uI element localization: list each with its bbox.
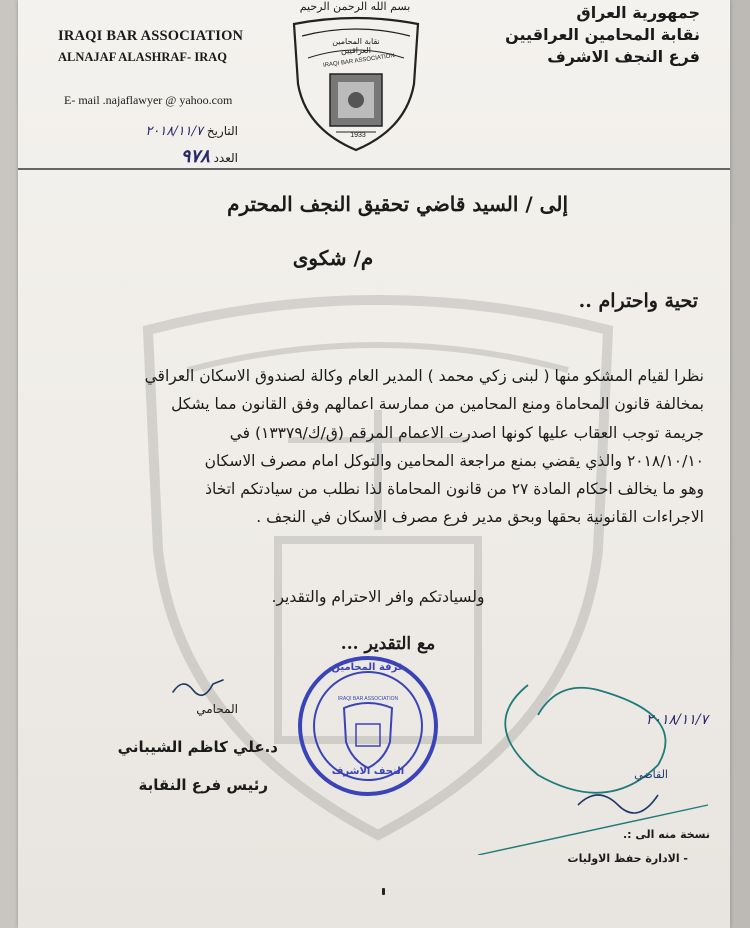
branch-en: ALNAJAF ALASHRAF- IRAQ bbox=[58, 50, 227, 64]
scan-edge-left bbox=[0, 0, 18, 928]
attachment-note: مع التقدير ... bbox=[340, 634, 436, 654]
recipient: إلى / السيد قاضي تحقيق النجف المحترم bbox=[227, 192, 568, 216]
logo-year: 1933 bbox=[350, 132, 366, 139]
body-line-2: بمخالفة قانون المحاماة ومنع المحامين من ممارسة اعمالهم وفق القانون مما يشكل bbox=[171, 395, 704, 414]
number-line bbox=[108, 146, 238, 167]
page-mark bbox=[382, 888, 385, 895]
judge-annotation-scribble bbox=[458, 655, 728, 855]
body-line-1: نظرا لقيام المشكو منها ( لبنى زكي محمد ) المدير العام وكالة لصندوق الاسكان العراقي bbox=[144, 367, 704, 385]
number-label: العدد bbox=[213, 151, 238, 165]
signatory-title: المحامي bbox=[196, 702, 238, 716]
number-value: ٩٧٨ bbox=[180, 146, 210, 167]
signatory-name: د.علي كاظم الشيباني bbox=[117, 738, 278, 756]
logo-text-ar: نقابة المحامين العراقيين bbox=[332, 37, 380, 55]
body-line-3: جريمة توجب العقاب عليها كونها اصدرت الاعمام المرقم (ق/ك/١٣٣٧٩) في bbox=[229, 423, 704, 442]
scan-edge-right bbox=[730, 0, 750, 928]
stamp-middle-text: IRAQI BAR ASSOCIATION bbox=[337, 696, 399, 702]
copy-to-item: - الادارة حفظ الاوليات bbox=[567, 852, 688, 865]
letter-page bbox=[18, 0, 730, 928]
date-value: ٢٠١٨/١١/٧ bbox=[145, 124, 204, 139]
date-label: التاريخ bbox=[206, 124, 238, 138]
closing: ولسيادتكم وافر الاحترام والتقدير. bbox=[271, 588, 485, 606]
official-stamp bbox=[294, 652, 442, 800]
signature-mark bbox=[168, 672, 228, 702]
annotation-title: القاضي bbox=[634, 768, 668, 781]
country-ar: جمهورية العراق bbox=[576, 3, 700, 22]
annotation-date: ٢٠١٨/١١/٧ bbox=[645, 712, 708, 728]
body-line-6: الاجراءات القانونية بحقها وبحق مدير فرع مصرف الاسكان في النجف . bbox=[256, 508, 704, 527]
subject: م/ شكوى bbox=[292, 246, 374, 270]
stamp-bottom-text: النجف الاشرف bbox=[331, 766, 405, 777]
email-address: E- mail .najaflawyer @ yahoo.com bbox=[64, 93, 233, 107]
letter-body bbox=[36, 362, 704, 532]
copy-to-label: نسخة منه الى :. bbox=[623, 828, 710, 841]
stamp-top-text: غرفة المحامين bbox=[331, 662, 405, 673]
header-divider bbox=[18, 168, 730, 170]
org-name-ar: نقابة المحامين العراقيين bbox=[505, 25, 700, 44]
body-line-5: وهو ما يخالف احكام المادة ٢٧ من قانون المحاماة لذا نطلب من سيادتكم اتخاذ bbox=[205, 480, 704, 499]
logo-text-en: IRAQI BAR ASSOCIATION bbox=[322, 53, 396, 69]
branch-ar: فرع النجف الاشرف bbox=[547, 47, 700, 66]
body-line-4: ٢٠١٨/١٠/١٠ والذي يقضي بمنع مراجعة المحامين والتوكل امام مصرف الاسكان bbox=[204, 451, 704, 470]
date-line bbox=[58, 124, 238, 139]
signatory-position: رئيس فرع النقابة bbox=[138, 776, 268, 794]
greeting: تحية واحترام .. bbox=[578, 290, 698, 312]
org-name-en: IRAQI BAR ASSOCIATION bbox=[58, 28, 244, 44]
basmala: بسم الله الرحمن الرحيم bbox=[299, 0, 411, 13]
